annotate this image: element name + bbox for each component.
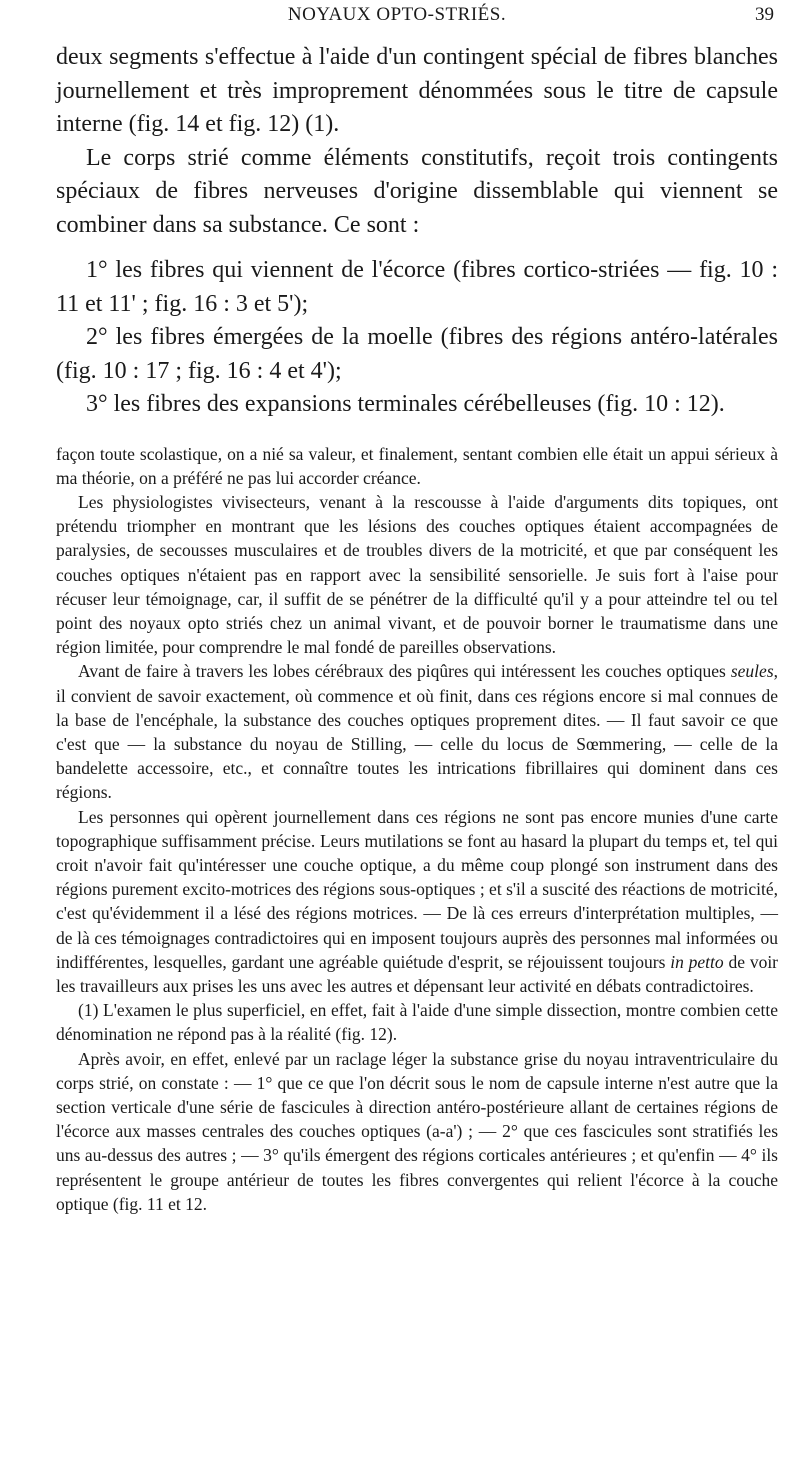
- page-number: 39: [755, 4, 774, 25]
- list-item-1: 1° les fibres qui viennent de l'écorce (fibres cortico-striées — fig. 10 : 11 et 11' ; fig. 16 : 3 et 5');: [56, 257, 778, 317]
- footnote-personnes-a: Les personnes qui opèrent journellement dans ces régions ne sont pas encore munies d'une carte topographique suffisamment précise. Leurs mutilations se font au hasard la plupart du temps et, tel qui croit n'avoir fait qu'intéresser une couche optique, a du même coup plongé son instrument dans des régions purement excito-motrices des régions sous-optiques ; et s'il a suscité des réactions de motricité, c'est qu'évidemment il a lésé des régions motrices. — De là ces erreurs d'interprétation multiples, — de là ces témoignages contradictoires qui en imposent toujours auprès des personnes mal informées ou indifférentes, lesquelles, gardant une agréable quiétude d'esprit, se réjouissent toujours: [56, 806, 778, 972]
- emphasis-seules: seules: [730, 661, 774, 682]
- running-title: NOYAUX OPTO-STRIÉS.: [287, 4, 507, 25]
- paragraph-corps-strie: Le corps strié comme éléments constitutifs, reçoit trois contingents spéciaux de fibres nerveuses d'origine dissemblable qui viennent se combiner dans sa substance. Ce sont :: [56, 144, 778, 238]
- list-item-2: 2° les fibres émergées de la moelle (fibres des régions antéro-latérales (fig. 10 : 17 ; fig. 16 : 4 et 4');: [56, 324, 778, 384]
- fiber-list: [56, 254, 778, 422]
- footnote-1: (1) L'examen le plus superficiel, en effet, fait à l'aide d'une simple dissection, montre combien cette dénomination ne répond pas à la réalité (fig. 12).: [56, 1000, 778, 1045]
- main-text: [56, 41, 778, 422]
- footnote-personnes: [56, 805, 778, 999]
- footnote-piqures-a: Avant de faire à travers les lobes cérébraux des piqûres qui intéressent les couches optiques: [78, 661, 726, 682]
- emphasis-in-petto: in petto: [670, 951, 724, 972]
- footnote-piqures-b: , il convient de savoir exactement, où commence et où finit, dans ces régions encore si mal connues de la base de l'encéphale, la substance des couches optiques proprement dites. — Il faut savoir ce que c'est que — la substance du noyau de Stilling, — celle du locus de Sœmmering, — celle de la bandelette accessoire, etc., et connaître toutes les intrications fibrillaires qui dominent dans ces régions.: [56, 661, 779, 803]
- footnote-personnes-b: de voir les travailleurs aux prises les uns avec les autres et dépensant leur activité en débats contradictoires.: [56, 951, 779, 996]
- footnote-apres: Après avoir, en effet, enlevé par un raclage léger la substance grise du noyau intraventriculaire du corps strié, on constate : — 1° que ce que l'on décrit sous le nom de capsule interne n'est autre que la section verticale d'une série de fascicules à direction antéro-postérieure allant de certaines régions de l'écorce aux masses centrales des couches optiques (a-a') ; — 2° que ces fascicules sont stratifiés les uns au-dessus des autres ; — 3° qu'ils émergent des régions corticales antérieures ; et qu'enfin — 4° ils représentent le groupe antérieur de toutes les fibres convergentes qui relient l'écorce à la couche optique (fig. 11 et 12.: [56, 1048, 778, 1214]
- page-header: [56, 0, 778, 41]
- footnote-continuation: façon toute scolastique, on a nié sa valeur, et finalement, sentant combien elle était un appui sérieux à ma théorie, on a préféré ne pas lui accorder créance.: [56, 443, 778, 488]
- list-item-3: 3° les fibres des expansions terminales cérébelleuses (fig. 10 : 12).: [86, 391, 725, 417]
- footnotes: [56, 442, 778, 1217]
- paragraph-continuation: deux segments s'effectue à l'aide d'un contingent spécial de fibres blanches journellement et très improprement dénommées sous le titre de capsule interne (fig. 14 et fig. 12) (1).: [56, 44, 778, 137]
- footnote-piqures: [56, 659, 778, 804]
- footnote-physiologistes: Les physiologistes vivisecteurs, venant à la rescousse à l'aide d'arguments dits topiques, ont prétendu triompher en montrant que les lésions des couches optiques étaient accompagnées de paralysies, de secousses musculaires et de troubles divers de la motricité, et que par conséquent les couches optiques n'étaient pas en rapport avec la sensibilité sensorielle. Je suis fort à l'aise pour récuser leur témoignage, car, il suffit de se pénétrer de la difficulté qu'il y a pour atteindre tel ou tel point des noyaux opto striés chez un animal vivant, et de pouvoir borner le traumatisme dans une région limitée, pour comprendre le mal fondé de pareilles observations.: [56, 491, 778, 658]
